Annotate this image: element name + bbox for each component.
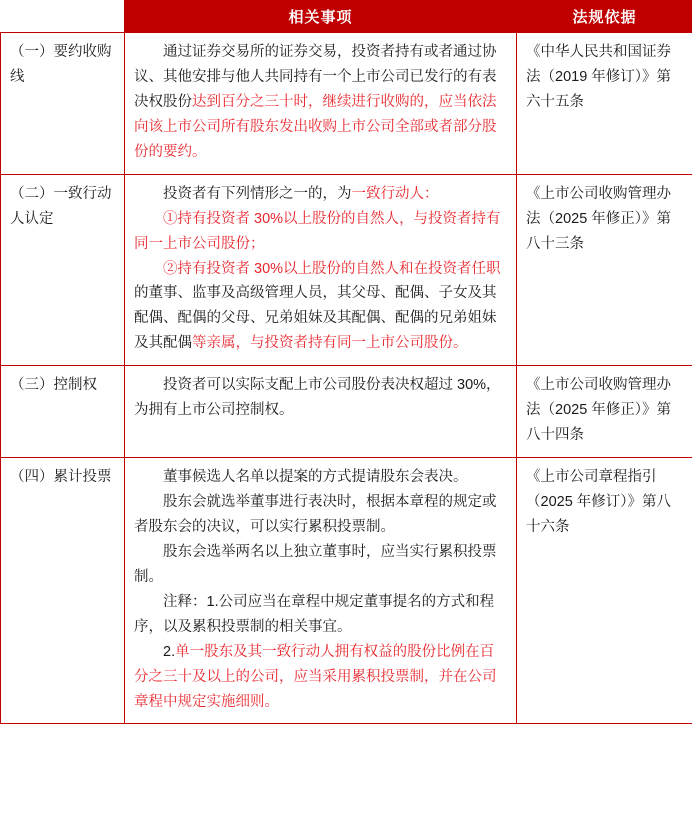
paragraph	[134, 257, 507, 357]
row-matter-content	[125, 366, 517, 458]
column-header-legal-basis: 法规依据	[517, 1, 692, 33]
table-row	[1, 458, 692, 724]
row-legal-basis: 《上市公司收购管理办法（2025 年修正）》第八十四条	[517, 366, 692, 458]
row-item-label: （三）控制权	[1, 366, 125, 458]
highlighted-text: ②持有投资者 30%以上股份的自然人和在投资者任职	[163, 260, 501, 277]
body-text: 注释：1.公司应当在章程中规定董事提名的方式和程序，以及累积投票制的相关事宜。	[134, 593, 495, 635]
row-legal-basis: 《中华人民共和国证券法（2019 年修订）》第六十五条	[517, 33, 692, 175]
row-item-label: （四）累计投票	[1, 458, 125, 724]
table-header-row	[1, 1, 692, 33]
table-row	[1, 174, 692, 366]
row-matter-content	[125, 174, 517, 366]
row-item-label: （二）一致行动人认定	[1, 174, 125, 366]
highlighted-text: 单一股东及其一致行动人拥有权益的股份比例在百分之三十及以上的公司，应当采用累积投票制，并在公司章程中规定实施细则。	[134, 643, 497, 710]
row-matter-content	[125, 458, 517, 724]
body-text: 投资者可以实际支配上市公司股份表决权超过 30%，为拥有上市公司控制权。	[134, 377, 501, 419]
highlighted-text: 达到百分之三十时，继续进行收购的，应当依法向该上市公司所有股东发出收购上市公司全部或者部分股份的要约。	[134, 93, 497, 160]
body-text: 2.	[163, 643, 176, 660]
paragraph	[134, 490, 507, 540]
row-matter-content	[125, 33, 517, 175]
highlighted-text: ①持有投资者 30%以上股份的自然人	[163, 210, 400, 227]
body-text: 董事候选人名单以提案的方式提请股东会表决。	[163, 469, 468, 486]
body-text: 的董事、监事及高级管理人员，其父母、配偶、子女及其配偶、配偶的父母、兄弟姐妹及其配偶、配偶的兄弟姐妹及其配偶	[134, 285, 497, 352]
highlighted-text: ，与投资者持有同一上市公司股份；	[134, 210, 501, 252]
row-item-label: （一）要约收购线	[1, 33, 125, 175]
table-row	[1, 33, 692, 175]
paragraph	[134, 465, 507, 490]
table-header	[1, 1, 692, 33]
row-legal-basis: 《上市公司收购管理办法（2025 年修正）》第八十三条	[517, 174, 692, 366]
paragraph	[134, 182, 507, 207]
body-text: 股东会选举两名以上独立董事时，应当实行累积投票制。	[134, 543, 497, 585]
body-text: 投资者有下列情形之一的，为	[163, 185, 352, 202]
paragraph	[134, 640, 507, 715]
paragraph	[134, 540, 507, 590]
paragraph	[134, 373, 507, 423]
paragraph	[134, 590, 507, 640]
body-text: 股东会就选举董事进行表决时，根据本章程的规定或者股东会的决议，可以实行累积投票制。	[134, 494, 497, 535]
body-text: 通过证券交易所的证券交易，投资者持有或者通过协议、其他安排与他人共同持有一个上市公司已发行的有表决权股份	[134, 44, 497, 110]
highlighted-text: 一致行动人：	[351, 185, 439, 202]
table-body	[1, 33, 692, 724]
column-header-matters: 相关事项	[125, 1, 517, 33]
highlighted-text: 等亲属，与投资者持有同一上市公司股份。	[192, 335, 468, 352]
paragraph	[134, 40, 507, 165]
table-row	[1, 366, 692, 458]
row-legal-basis: 《上市公司章程指引（2025 年修订）》第八十六条	[517, 458, 692, 724]
column-header-blank	[1, 1, 125, 33]
paragraph	[134, 207, 507, 257]
